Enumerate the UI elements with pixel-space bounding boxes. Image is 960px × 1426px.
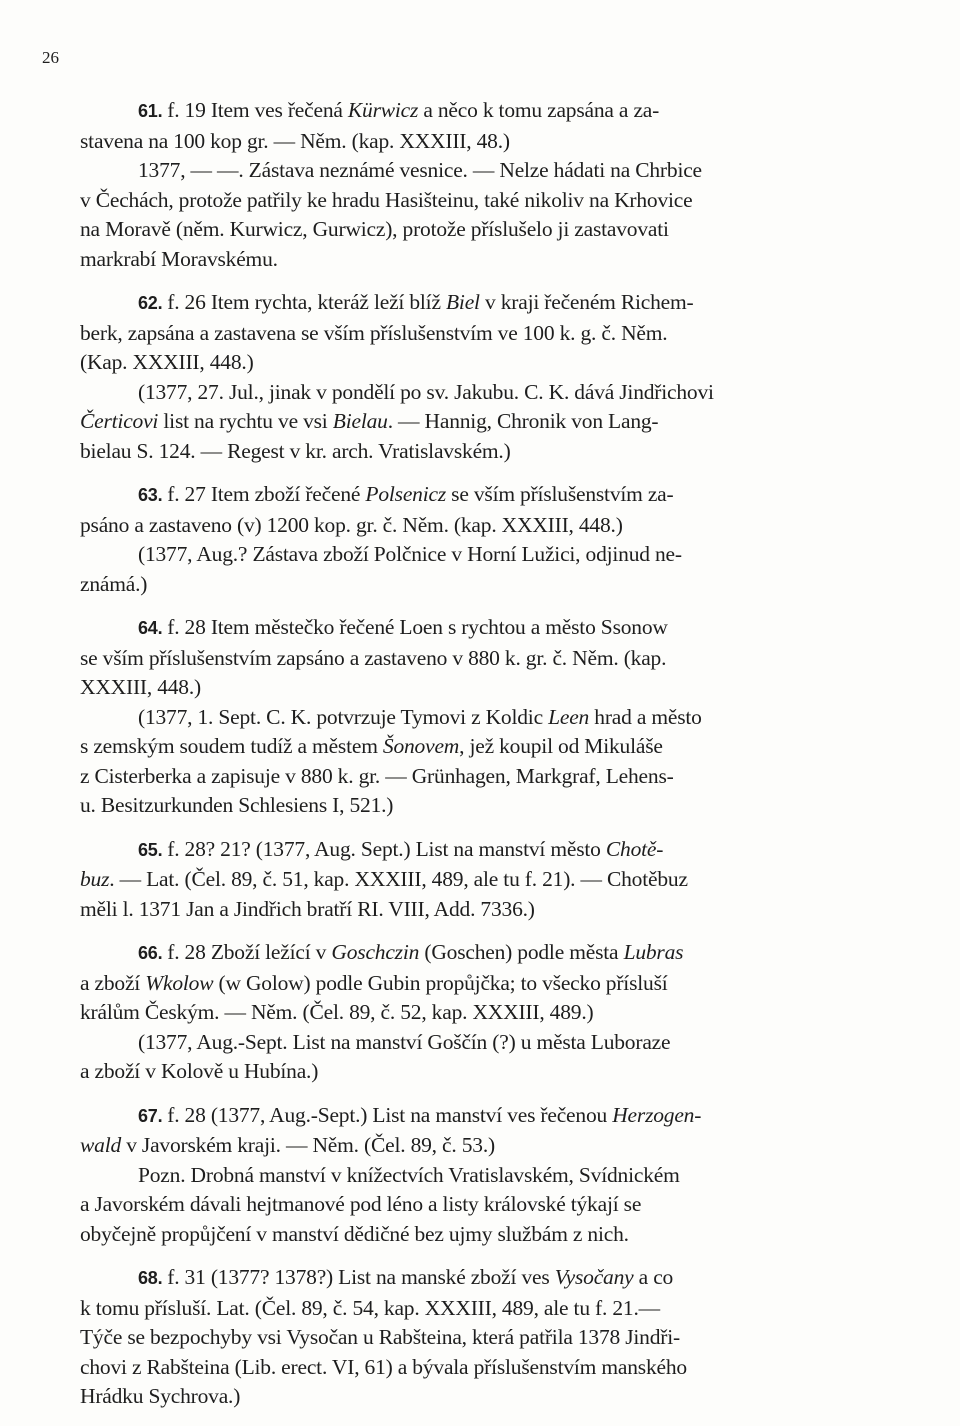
- entry-number: 66.: [138, 943, 168, 963]
- italic-term: Biel: [445, 290, 480, 314]
- text-line: [80, 186, 840, 216]
- italic-term: Bielau: [332, 409, 388, 433]
- text-line: [80, 835, 840, 866]
- text-line: [80, 938, 840, 969]
- entry-number: 68.: [138, 1268, 168, 1288]
- text-line: [80, 1190, 840, 1220]
- text-run: měli l. 1371 Jan a Jindřich bratří RI. VIII, Add. 7336.): [80, 896, 535, 921]
- entry-number: 64.: [138, 618, 168, 638]
- entry-number: 62.: [138, 293, 168, 313]
- text-line: [80, 319, 840, 349]
- text-line: [80, 644, 840, 674]
- italic-term: Polsenicz: [365, 482, 446, 506]
- text-run: f. 28 (1377, Aug.-Sept.) List na manství ves řečenou: [167, 1102, 613, 1127]
- text-run: (w Golow) podle Gubin propůjčka; to všecko přísluší: [213, 970, 668, 995]
- text-line: [80, 511, 840, 541]
- italic-term: buz: [80, 867, 110, 891]
- text-run: a co: [633, 1265, 674, 1289]
- text-line: [80, 540, 840, 570]
- text-run: s zemským soudem tudíž a městem: [80, 734, 383, 758]
- text-line: [80, 762, 840, 792]
- text-line: [80, 613, 840, 644]
- text-line: [80, 96, 840, 127]
- text-run: (Kap. XXXIII, 448.): [80, 350, 254, 374]
- text-line: [80, 378, 840, 408]
- text-line: [80, 215, 840, 245]
- text-line: [80, 570, 840, 600]
- text-line: [80, 1131, 840, 1161]
- text-run: stavena na 100 kop gr. — Něm. (kap. XXXIII, 48.): [80, 128, 510, 153]
- text-run: berk, zapsána a zastavena se vším příslušenstvím ve 100 k. g. č. Něm.: [80, 320, 668, 345]
- text-run: a zboží v Kolově u Hubína.): [80, 1059, 319, 1083]
- text-run: se vším příslušenstvím za-: [446, 482, 674, 506]
- text-run: (1377, 27. Jul., jinak v pondělí po sv. Jakubu. C. K. dává Jindřichovi: [138, 379, 714, 404]
- italic-term: Goschczin: [331, 940, 420, 964]
- italic-term: Šonovem: [382, 734, 460, 758]
- text-run: XXXIII, 448.): [80, 675, 201, 699]
- text-line: [80, 1323, 840, 1353]
- text-line: [80, 480, 840, 511]
- text-run: u. Besitzurkunden Schlesiens I, 521.): [80, 793, 394, 817]
- text-run: . — Lat. (Čel. 89, č. 51, kap. XXXIII, 489, ale tu f. 21). — Chotěbuz: [109, 867, 688, 891]
- text-line: [80, 1294, 840, 1324]
- entry-67: [80, 1101, 840, 1250]
- text-run: psáno a zastaveno (v) 1200 kop. gr. č. Něm. (kap. XXXIII, 448.): [80, 512, 623, 537]
- text-run: a Javorském dávali hejtmanové pod léno a listy královské týkají se: [80, 1192, 642, 1216]
- italic-term: Lubras: [623, 940, 684, 964]
- text-line: [80, 1263, 840, 1294]
- italic-term: Chotě-: [605, 836, 664, 861]
- text-line: [80, 732, 840, 762]
- text-run: (Goschen) podle města: [419, 940, 624, 964]
- italic-term: Vysočany: [554, 1265, 634, 1289]
- entry-65: [80, 835, 840, 925]
- text-run: a něco k tomu zapsána a za-: [418, 98, 660, 122]
- italic-term: Herzogen-: [612, 1102, 702, 1127]
- text-line: [80, 1220, 840, 1250]
- text-line: [80, 407, 840, 437]
- text-run: f. 26 Item rychta, kteráž leží blíž: [167, 290, 446, 314]
- text-line: [80, 791, 840, 821]
- entry-number: 63.: [138, 485, 168, 505]
- italic-term: wald: [80, 1133, 122, 1157]
- text-line: [80, 1161, 840, 1191]
- text-line: [80, 703, 840, 733]
- text-line: [80, 673, 840, 703]
- text-line: [80, 998, 840, 1028]
- entry-number: 67.: [138, 1105, 168, 1126]
- italic-term: Kürwicz: [347, 98, 419, 122]
- text-run: hrad a město: [589, 704, 702, 729]
- entry-63: [80, 480, 840, 599]
- text-run: (1377, Aug.? Zástava zboží Polčnice v Horní Lužici, odjinud ne-: [138, 542, 682, 566]
- italic-term: Leen: [548, 704, 590, 729]
- text-run: se vším příslušenstvím zapsáno a zastaveno v 880 k. gr. č. Něm. (kap.: [80, 645, 667, 670]
- text-run: list na rychtu ve vsi: [158, 409, 333, 433]
- entry-68: [80, 1263, 840, 1412]
- text-run: . — Hannig, Chronik von Lang-: [387, 409, 659, 433]
- entry-66: [80, 938, 840, 1087]
- text-run: v Javorském kraji. — Něm. (Čel. 89, č. 53.): [121, 1133, 495, 1157]
- text-line: [80, 437, 840, 467]
- italic-term: Wkolow: [145, 970, 214, 995]
- page-number: 26: [42, 48, 59, 67]
- text-run: markrabí Moravskému.: [80, 246, 278, 271]
- text-run: f. 19 Item ves řečená: [167, 98, 348, 122]
- text-line: [80, 1353, 840, 1383]
- text-run: na Moravě (něm. Kurwicz, Gurwicz), protože příslušelo ji zastavovati: [80, 217, 669, 241]
- text-line: [80, 865, 840, 895]
- text-line: [80, 1382, 840, 1412]
- text-line: [80, 348, 840, 378]
- text-line: [80, 245, 840, 275]
- entry-number: 65.: [138, 839, 168, 860]
- text-run: f. 28 Item městečko řečené Loen s rychtou a město Ssonow: [167, 615, 668, 639]
- text-run: v Čechách, protože patřily ke hradu Hasišteinu, také nikoliv na Krhovice: [80, 187, 693, 212]
- text-run: z Cisterberka a zapisuje v 880 k. gr. — Grünhagen, Markgraf, Lehens-: [80, 763, 674, 788]
- text-run: bielau S. 124. — Regest v kr. arch. Vratislavském.): [80, 438, 511, 463]
- text-run: f. 28? 21? (1377, Aug. Sept.) List na manství město: [167, 836, 606, 861]
- text-line: [80, 1057, 840, 1087]
- text-run: (1377, Aug.-Sept. List na manství Goščín (?) u města Luboraze: [138, 1029, 671, 1054]
- text-run: 1377, — —. Zástava neznámé vesnice. — Nelze hádati na Chrbice: [138, 158, 702, 182]
- text-run: Týče se bezpochyby vsi Vysočan u Rabšteina, která patřila 1378 Jindři-: [80, 1325, 680, 1349]
- text-run: obyčejně propůjčení v manství dědičné bez ujmy službám z nich.: [80, 1221, 629, 1246]
- text-line: [80, 288, 840, 319]
- entry-number: 61.: [138, 101, 168, 121]
- text-line: [80, 1101, 840, 1132]
- text-run: králům Českým. — Něm. (Čel. 89, č. 52, kap. XXXIII, 489.): [80, 1000, 594, 1024]
- text-run: chovi z Rabšteina (Lib. erect. VI, 61) a bývala příslušenstvím manského: [80, 1354, 687, 1379]
- text-run: , jež koupil od Mikuláše: [459, 734, 663, 758]
- text-run: (1377, 1. Sept. C. K. potvrzuje Tymovi z Koldic: [138, 704, 549, 729]
- text-run: f. 31 (1377? 1378?) List na manské zboží ves: [167, 1265, 555, 1289]
- text-run: a zboží: [80, 970, 146, 995]
- text-run: Pozn. Drobná manství v knížectvích Vratislavském, Svídnickém: [138, 1162, 680, 1187]
- entry-62: [80, 288, 840, 466]
- text-line: [80, 1028, 840, 1058]
- document-body: [80, 96, 840, 1426]
- text-run: f. 27 Item zboží řečené: [167, 482, 366, 506]
- text-line: [80, 127, 840, 157]
- entry-64: [80, 613, 840, 821]
- text-run: k tomu přísluší. Lat. (Čel. 89, č. 54, kap. XXXIII, 489, ale tu f. 21.—: [80, 1295, 660, 1320]
- text-line: [80, 969, 840, 999]
- text-line: [80, 156, 840, 186]
- text-run: známá.): [80, 571, 148, 596]
- italic-term: Čerticovi: [80, 409, 159, 433]
- text-run: f. 28 Zboží ležící v: [167, 940, 332, 964]
- entry-61: [80, 96, 840, 274]
- text-line: [80, 895, 840, 925]
- text-run: v kraji řečeném Richem-: [479, 290, 694, 314]
- text-run: Hrádku Sychrova.): [80, 1384, 241, 1408]
